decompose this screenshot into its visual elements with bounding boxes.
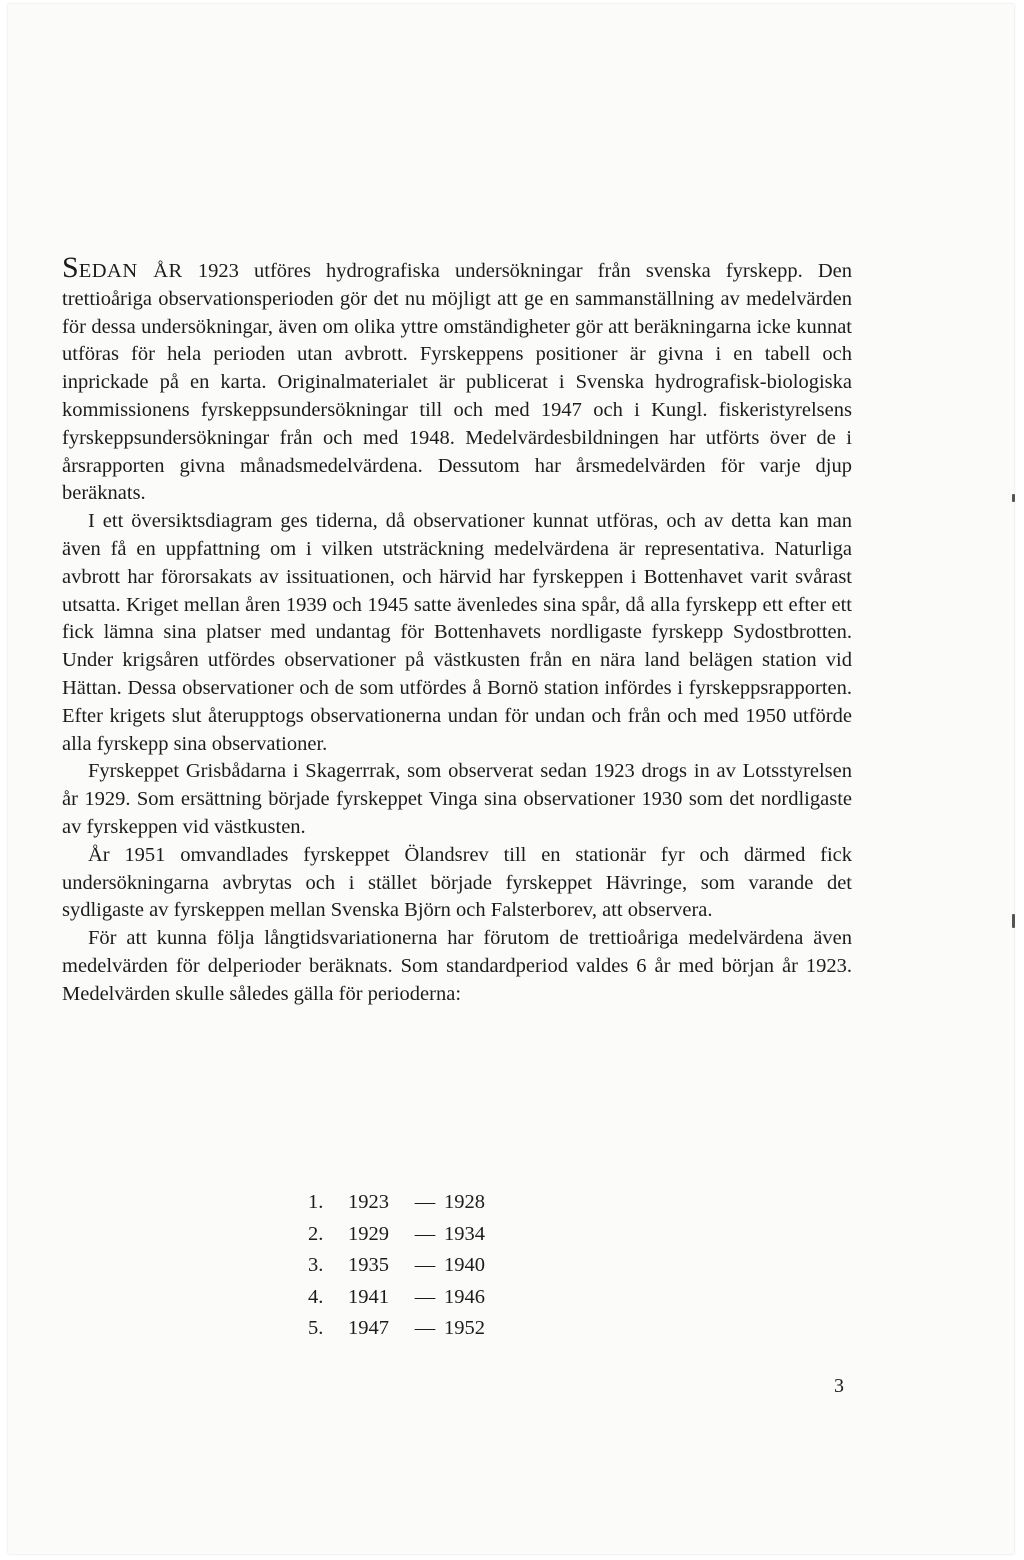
period-dash: — — [414, 1317, 436, 1339]
document-page — [8, 4, 1014, 1554]
scan-artifact — [1012, 914, 1015, 928]
paragraph: För att kunna följa långtidsvariationerna har förutom de trettioåriga medelvärdena även medelvärden för delperioder beräknats. Som standardperiod valdes 6 år med början år 1923. Medelvärden skulle således gälla för perioderna: — [62, 927, 852, 1005]
page-number: 3 — [834, 1375, 844, 1397]
body-text — [62, 251, 852, 1009]
period-number: 4. — [308, 1285, 324, 1308]
period-row — [308, 1187, 504, 1219]
period-end: 1940 — [444, 1254, 485, 1276]
drop-cap: S — [62, 251, 79, 284]
period-end: 1952 — [444, 1317, 485, 1339]
period-start: 1929 — [348, 1222, 389, 1245]
period-dash: — — [414, 1191, 436, 1213]
period-row — [308, 1313, 504, 1345]
period-start: 1947 — [348, 1317, 389, 1339]
period-row — [308, 1250, 504, 1282]
period-list — [308, 1187, 504, 1345]
period-start: 1923 — [348, 1191, 389, 1213]
paragraph — [62, 251, 852, 508]
scan-artifact — [1012, 494, 1015, 502]
period-start: 1941 — [348, 1285, 389, 1308]
period-row — [308, 1219, 504, 1251]
period-number: 1. — [308, 1191, 324, 1213]
period-end: 1934 — [444, 1222, 485, 1245]
period-number: 3. — [308, 1254, 324, 1276]
paragraph: Fyrskeppet Grisbådarna i Skagerrrak, som observerat sedan 1923 drogs in av Lotsstyrelsen år 1929. Som ersättning började fyrskeppet Vinga sina observationer 1930 som det nordligaste av fyrskeppen vid västkusten. — [62, 760, 852, 838]
period-dash: — — [414, 1254, 436, 1276]
period-end: 1946 — [444, 1285, 485, 1308]
period-number: 5. — [308, 1317, 324, 1339]
period-row — [308, 1282, 504, 1314]
period-dash: — — [414, 1222, 436, 1245]
period-end: 1928 — [444, 1191, 485, 1213]
lead-in-caps: EDAN ÅR — [78, 260, 183, 282]
paragraph: I ett översiktsdiagram ges tiderna, då observationer kunnat utföras, och av detta kan man även få en uppfattning om i vilken utsträckning medelvärdena är representativa. Naturliga avbrott har förorsakats av issituationen, och härvid har fyrskeppen i Bottenhavet varit svårast utsatta. Kriget mellan åren 1939 och 1945 satte ävenledes sina spår, då alla fyrskepp ett efter ett fick lämna sina platser med undantag för Bottenhavets nordligaste fyrskepp Sydostbrotten. Under krigsåren utfördes observationer på västkusten från en nära land belägen station vid Hättan. Dessa observationer och de som utfördes å Bornö station infördes i fyrskeppsrapporten. Efter krigets slut återupptogs observationerna undan för undan och från och med 1950 utförde alla fyrskepp sina observationer. — [62, 510, 852, 755]
paragraph-text: 1923 utföres hydrografiska undersökningar från svenska fyrskepp. Den trettioåriga observationsperioden gör det nu möjligt att ge en sammanställning av medelvärden för dessa undersökningar, även om olika yttre omständigheter gör att beräkningarna icke kunnat utföras för hela perioden utan avbrott. Fyrskeppens positioner är givna i en tabell och inprickade på en karta. Originalmaterialet är publicerat i Svenska hydrografisk-biologiska kommissionens fyrskeppsundersökningar till och med 1947 och i Kungl. fiskeristyrelsens fyrskeppsundersökningar från och med 1948. Medelvärdesbildningen har utförts över de i årsrapporten givna månadsmedelvärdena. Dessutom har årsmedelvärden för varje djup beräknats. — [62, 260, 852, 505]
paragraph: År 1951 omvandlades fyrskeppet Ölandsrev till en stationär fyr och därmed fick undersökningarna avbrytas och i stället började fyrskeppet Hävringe, som varande det sydligaste av fyrskeppen mellan Svenska Björn och Falsterborev, att observera. — [62, 843, 852, 922]
period-dash: — — [414, 1285, 436, 1308]
period-number: 2. — [308, 1222, 324, 1245]
period-start: 1935 — [348, 1254, 389, 1276]
